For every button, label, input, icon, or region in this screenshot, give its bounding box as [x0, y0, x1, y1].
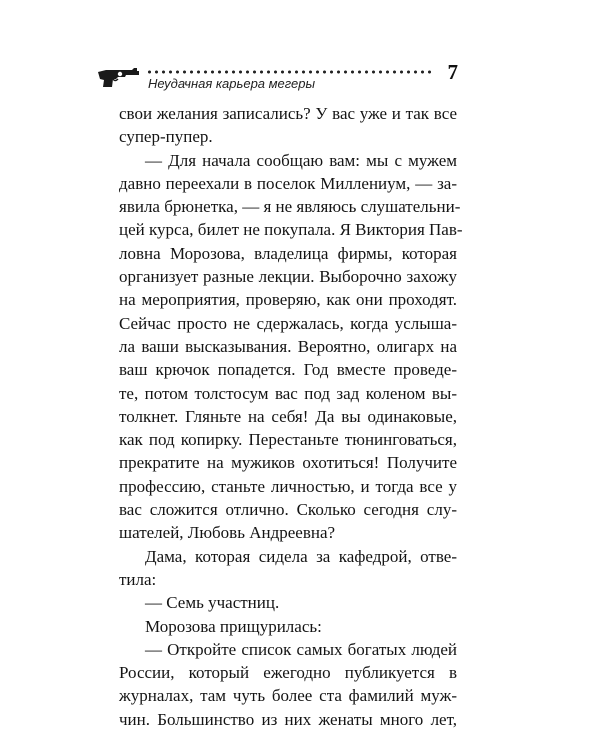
text-line: — Для начала сообщаю вам: мы с мужем	[145, 150, 457, 170]
page-header	[96, 60, 458, 98]
text-line: ла ваши высказывания. Вероятно, олигарх на	[119, 336, 457, 356]
text-line: — Семь участниц.	[145, 593, 280, 613]
text-line: те, потом толстосум вас под зад коленом вы-	[119, 383, 457, 403]
body-text	[119, 102, 463, 731]
text-line: давно переехали в поселок Миллениум, — за-	[119, 173, 457, 193]
revolver-icon	[96, 66, 140, 88]
text-line: организует разные лекции. Выборочно захожу	[119, 267, 457, 287]
text-line: тила:	[119, 569, 157, 589]
text-line: прекратите на мужиков охотиться! Получите	[119, 453, 457, 473]
text-line: шателей, Любовь Андреевна?	[119, 523, 336, 543]
text-line: свои желания записались? У вас уже и так все	[119, 104, 457, 123]
header-dotted-rule	[146, 70, 432, 74]
text-line: ловна Морозова, владелица фирмы, которая	[119, 243, 457, 263]
running-title: Неудачная карьера мегеры	[148, 76, 316, 91]
text-line: Морозова прищурилась:	[145, 616, 322, 636]
text-line: России, который ежегодно публикуется в	[119, 663, 457, 683]
text-line: журналах, там чуть более ста фамилий муж-	[119, 686, 457, 706]
text-line: как под копирку. Перестаньте тюнинговаться,	[119, 430, 457, 450]
text-line: чин. Большинство из них женаты много лет,	[119, 709, 457, 729]
text-line: на мероприятия, проверяю, как они проходят.	[119, 290, 457, 310]
text-line: — Откройте список самых богатых людей	[145, 639, 457, 659]
text-line: вас сложится отлично. Сколько сегодня слу-	[119, 500, 457, 520]
text-line: толкнет. Гляньте на себя! Да вы одинаковые,	[119, 406, 457, 426]
text-line: профессию, станьте личностью, и тогда все у	[119, 476, 457, 496]
text-line: явила брюнетка, — я не являюсь слушательни-	[119, 197, 461, 217]
text-line: Дама, которая сидела за кафедрой, отве-	[145, 546, 457, 566]
page-number: 7	[447, 60, 458, 84]
text-line: Сейчас просто не сдержалась, когда услыша-	[119, 313, 457, 333]
text-line: цей курса, билет не покупала. Я Виктория Пав-	[119, 220, 463, 240]
text-line: супер-пупер.	[119, 127, 213, 147]
text-line: ваш крючок попадется. Год вместе проведе-	[119, 360, 457, 380]
